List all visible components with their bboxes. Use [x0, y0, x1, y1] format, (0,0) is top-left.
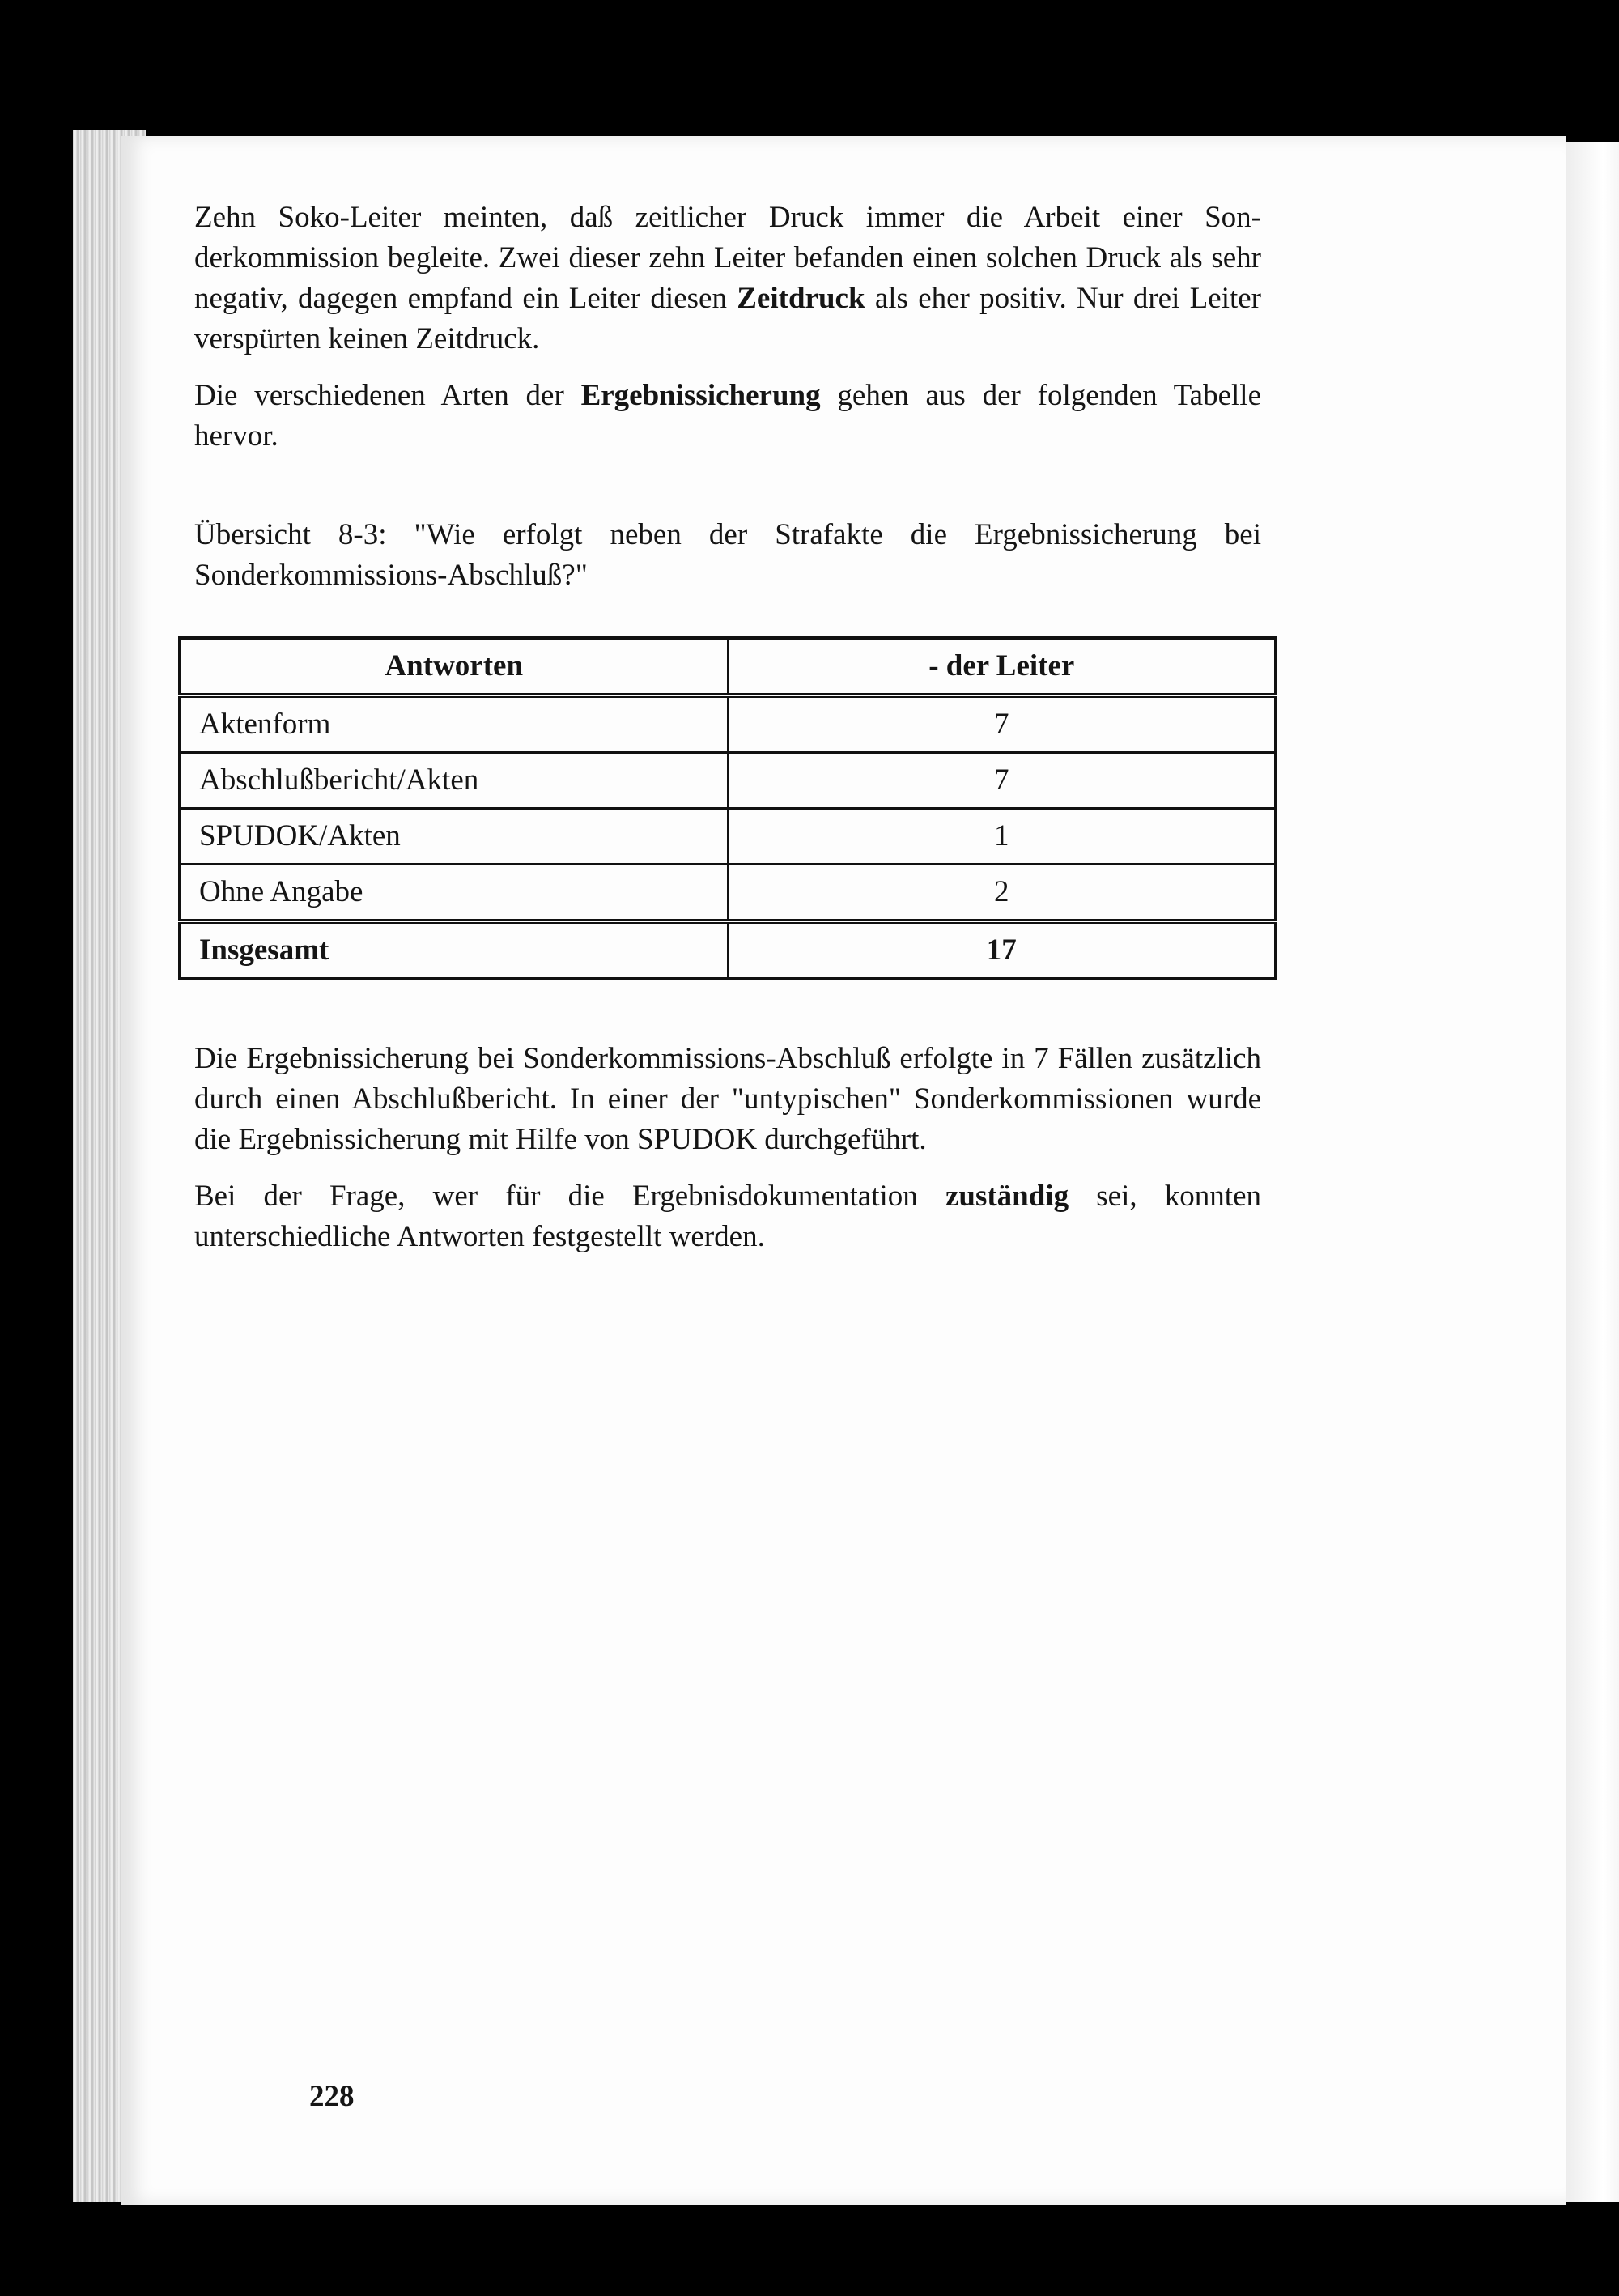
page-number: 228 [309, 2080, 355, 2113]
paragraph-text: als eher positiv. Nur drei Leiter verspürten keinen Zeitdruck. [194, 282, 1261, 355]
table-total-row [180, 921, 1276, 979]
row-label: Aktenform [180, 695, 728, 753]
total-value: 17 [728, 921, 1276, 979]
table-row [180, 695, 1276, 753]
header-der-leiter: - der Leiter [728, 638, 1276, 695]
paragraph-abschlussbericht: Die Ergebnissicherung bei Sonderkommissions-Abschluß erfolgte in 7 Fällen zusätzlich durch einen Abschlußbericht. In einer der "untypischen" Sonderkommissionen wurde die Ergebnissicherung mit Hilfe von SPUDOK durchgeführt. [194, 1042, 1261, 1156]
table-row [180, 865, 1276, 922]
table-row [180, 753, 1276, 809]
row-value: 7 [728, 753, 1276, 809]
page-content [194, 198, 1261, 1257]
row-value: 1 [728, 809, 1276, 865]
table-caption: Übersicht 8-3: "Wie erfolgt neben der Strafakte die Ergebnissicherung bei Sonderkommissions-Abschluß?" [194, 518, 1261, 592]
table-header-row [180, 638, 1276, 695]
paragraph-text: Zehn Soko-Leiter meinten, daß zeitlicher Druck immer die Arbeit einer Sonderkommission begleite. Zwei dieser zehn Leiter befanden einen solchen Druck als sehr negativ, dagegen empfand ein Leiter diesen [194, 201, 1261, 315]
row-value: 2 [728, 865, 1276, 922]
paragraph-text: gehen aus der folgenden Tabelle hervor. [194, 379, 1262, 453]
bold-term-ergebnissicherung: Ergebnissicherung [580, 379, 821, 412]
header-antworten: Antworten [180, 638, 728, 695]
paragraph-text: sei, konnten unterschiedliche Antworten festgestellt werden. [194, 1180, 1261, 1253]
paragraph-zustaendigkeit [194, 1176, 1261, 1257]
facing-page-edge [1566, 142, 1619, 2202]
bold-term-zustaendig: zuständig [945, 1180, 1069, 1213]
bold-term-zeitdruck: Zeitdruck [737, 282, 865, 315]
row-value: 7 [728, 695, 1276, 753]
results-table [178, 636, 1277, 980]
paragraph-ergebnissicherung [194, 376, 1261, 457]
paragraph-text: Die verschiedenen Arten der [194, 379, 581, 412]
row-label: SPUDOK/Akten [180, 809, 728, 865]
total-label: Insgesamt [180, 921, 728, 979]
table-row [180, 809, 1276, 865]
row-label: Abschlußbericht/Akten [180, 753, 728, 809]
paragraph-text: Bei der Frage, wer für die Ergebnisdokumentation [194, 1180, 945, 1213]
row-label: Ohne Angabe [180, 865, 728, 922]
paragraph-zeitdruck [194, 198, 1261, 359]
